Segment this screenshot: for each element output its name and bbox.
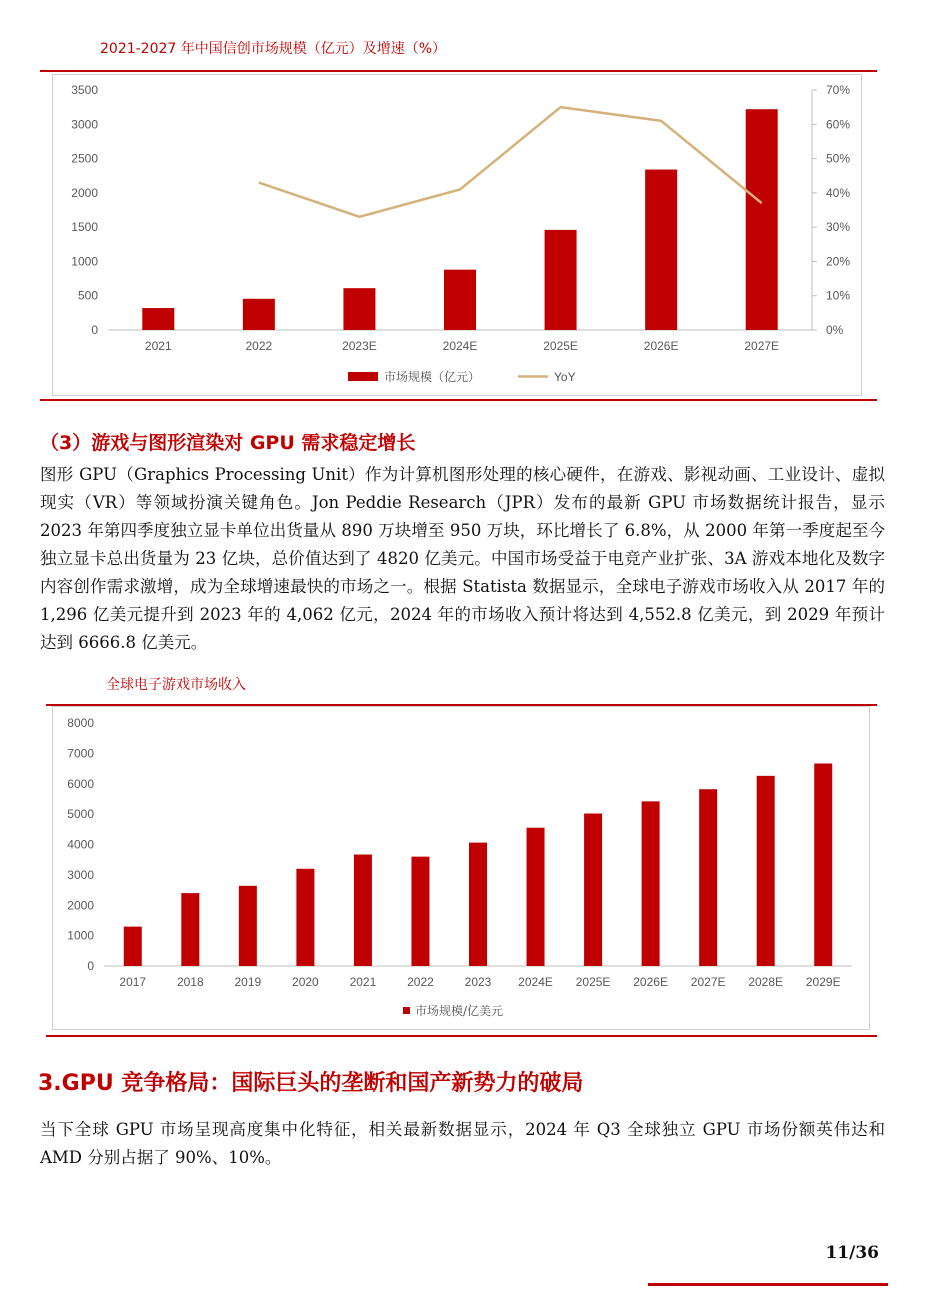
chart1-x-tick-label: 2025E bbox=[543, 339, 578, 353]
chart2-y-tick-label: 0 bbox=[87, 959, 94, 973]
chart1-legend-bar-label: 市场规模（亿元） bbox=[384, 370, 481, 384]
section-heading: （3）游戏与图形渲染对 GPU 需求稳定增长 bbox=[40, 432, 416, 454]
chart2-bar bbox=[584, 814, 602, 966]
chart2-x-tick-label: 2017 bbox=[119, 975, 147, 989]
chart1-y-tick-label: 500 bbox=[77, 288, 98, 303]
chart2-legend bbox=[403, 1003, 503, 1018]
chart2-bar bbox=[354, 855, 372, 966]
chart1-y2-tick-label: 0% bbox=[826, 323, 844, 337]
chart1-y2-tick-label: 20% bbox=[826, 254, 851, 269]
chart2-y-tick-label: 8000 bbox=[67, 716, 94, 730]
chart2-x-tick-label: 2024E bbox=[518, 975, 553, 989]
chart2-legend-swatch bbox=[403, 1007, 410, 1014]
chapter-heading: 3.GPU 竞争格局：国际巨头的垄断和国产新势力的破局 bbox=[38, 1071, 584, 1096]
chart1-x-tick-label: 2021 bbox=[144, 339, 172, 353]
chart1-y-tick-label: 2500 bbox=[71, 151, 98, 166]
chart2-y-tick-label: 3000 bbox=[67, 867, 94, 882]
chart2-x-tick-label: 2018 bbox=[176, 975, 204, 989]
chart2-y-tick-label: 1000 bbox=[67, 928, 94, 943]
chart2-y-tick-label: 6000 bbox=[67, 776, 94, 791]
chart2-bar bbox=[181, 893, 199, 966]
chart1-y-tick-label: 2000 bbox=[71, 185, 98, 200]
chart2-y-tick-label: 4000 bbox=[67, 837, 94, 852]
chart2-x-tick-label: 2020 bbox=[292, 975, 319, 989]
chart2-x-tick-label: 2021 bbox=[349, 975, 377, 989]
chart1-y2-tick-label: 50% bbox=[826, 151, 851, 166]
chart2-x-tick-label: 2023 bbox=[464, 975, 492, 989]
chart1-y-tick-label: 0 bbox=[91, 323, 98, 337]
chart1-x-tick-label: 2023E bbox=[342, 339, 377, 353]
chart1-y2-tick-label: 70% bbox=[826, 83, 851, 97]
chart1-y2-tick-label: 10% bbox=[826, 288, 851, 303]
chart2-bar bbox=[239, 886, 257, 966]
chart1-x-tick-label: 2026E bbox=[643, 339, 679, 353]
chart2-bar bbox=[296, 869, 314, 966]
chart1-title: 2021-2027 年中国信创市场规模（亿元）及增速（%） bbox=[100, 41, 447, 57]
chart2-x-tick-label: 2025E bbox=[575, 975, 611, 989]
chart2-bar bbox=[469, 843, 487, 966]
chart1-y-tick-label: 1000 bbox=[71, 254, 98, 269]
chart2-x-tick-label: 2029E bbox=[805, 975, 841, 989]
chart2-bar bbox=[642, 801, 660, 966]
chart1-x-tick-label: 2024E bbox=[442, 339, 478, 353]
chart1-y-tick-label: 3000 bbox=[71, 117, 98, 132]
chart2-bar bbox=[814, 763, 832, 966]
chart1-y-tick-label: 3500 bbox=[71, 83, 98, 97]
page-number: 11/36 bbox=[825, 1243, 879, 1263]
chart2-y-tick-label: 5000 bbox=[67, 807, 94, 822]
chart2-bar bbox=[411, 857, 429, 966]
chart1-x-tick-label: 2022 bbox=[245, 339, 273, 353]
chart2-legend-label: 市场规模/亿美元 bbox=[415, 1004, 504, 1018]
section-paragraph: 图形 GPU（Graphics Processing Unit）作为计算机图形处理的核心硬件，在游戏、影视动画、工业设计、虚拟现实（VR）等领域扮演关键角色。Jon Peddie Research（JPR）发布的最新 GPU 市场数据统计报告，显示 2023 年第四季度独立显卡单位出货量从 890 万块增至 950 万块，环比增长了 6.8%，从 2000 年第一季度起至今独立显卡总出货量为 23 亿块，总价值达到了 4820 亿美元。中国市场受益于电竞产业扩张、3A 游戏本地化及数字内容创作需求激增，成为全球增速最快的市场之一。根据 Statista 数据显示，全球电子游戏市场收入从 2017 年的 1,296 亿美元提升到 2023 年的 4,062 亿元，2024 年的市场收入预计将达到 4,552.8 亿美元，到 2029 年预计达到 6666.8 亿美元。 bbox=[40, 465, 885, 652]
chart2-x-tick-label: 2022 bbox=[407, 975, 434, 989]
chart2-bar bbox=[124, 927, 142, 966]
footer-rule bbox=[648, 1283, 888, 1286]
chart2-bar bbox=[757, 776, 775, 966]
chart2-title: 全球电子游戏市场收入 bbox=[106, 677, 246, 693]
chart1-x-tick-label: 2027E bbox=[744, 339, 780, 353]
chart2-x-tick-label: 2027E bbox=[690, 975, 726, 989]
chart2-x-tick-label: 2019 bbox=[234, 975, 262, 989]
chart2-bar bbox=[699, 789, 717, 966]
chart2-x-tick-label: 2028E bbox=[748, 975, 784, 989]
chart2-x-tick-label: 2026E bbox=[633, 975, 668, 989]
chart1-y-tick-label: 1500 bbox=[71, 220, 98, 235]
chart2-y-tick-label: 7000 bbox=[67, 746, 94, 761]
chart2-bar bbox=[527, 828, 545, 966]
chart1-y2-tick-label: 30% bbox=[826, 220, 851, 235]
chart1-y2-tick-label: 40% bbox=[826, 185, 851, 200]
chart1-y2-tick-label: 60% bbox=[826, 117, 851, 132]
chart1-legend-line-label: YoY bbox=[554, 370, 576, 384]
chart2-y-tick-label: 2000 bbox=[67, 898, 94, 913]
chapter-paragraph: 当下全球 GPU 市场呈现高度集中化特征，相关最新数据显示，2024 年 Q3 全球独立 GPU 市场份额英伟达和 AMD 分别占据了 90%、10%。 bbox=[40, 1120, 885, 1167]
